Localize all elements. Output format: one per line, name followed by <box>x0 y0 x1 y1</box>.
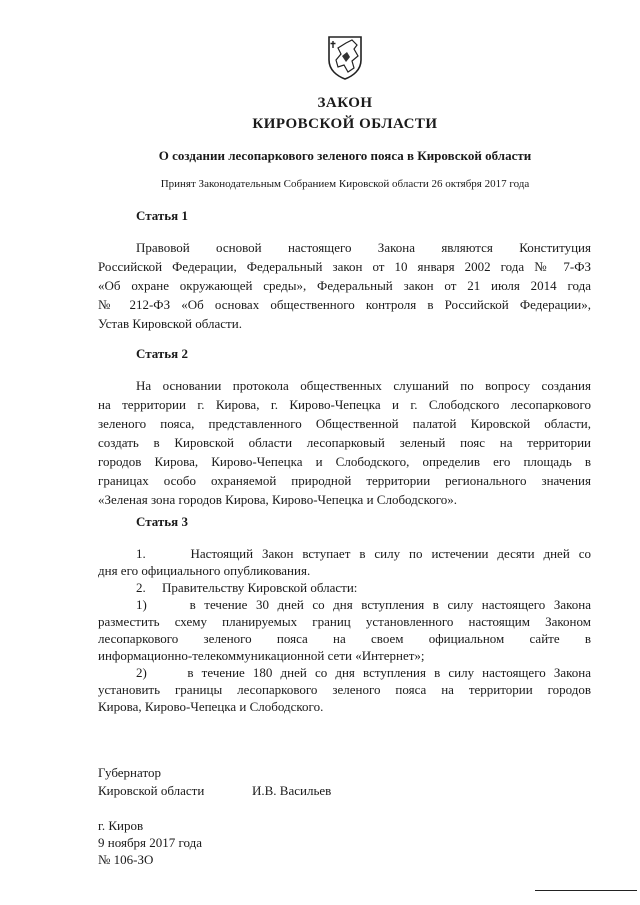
signing-city: г. Киров <box>98 818 144 833</box>
law-title-line2: КИРОВСКОЙ ОБЛАСТИ <box>252 116 438 132</box>
article-1-line: Устав Кировской области. <box>98 316 242 331</box>
article-3-line: 2) в течение 180 дней со дня вступления в силу настоящего Закона <box>136 665 591 680</box>
article-2-line: зеленого пояса, представленного Общественной палатой Кировской области, <box>98 416 591 431</box>
article-1-line: Российской Федерации, Федеральный закон от 10 января 2002 года № 7-ФЗ <box>98 259 591 274</box>
article-2-title: Статья 2 <box>136 346 188 361</box>
article-1-title: Статья 1 <box>136 208 188 223</box>
article-3-line: Кирова, Кирово-Чепецка и Слободского. <box>98 699 324 714</box>
article-3-line: лесопаркового зеленого пояса на своем официальном сайте в <box>98 631 591 646</box>
article-2-line: «Зеленая зона городов Кирова, Кирово-Чепецка и Слободского». <box>98 492 457 507</box>
article-3-line: 1. Настоящий Закон вступает в силу по истечении десяти дней со <box>136 546 591 561</box>
article-2-line: на территории г. Кирова, г. Кирово-Чепецка и г. Слободского лесопаркового <box>98 397 591 412</box>
adoption-note: Принят Законодательным Собранием Кировской области 26 октября 2017 года <box>160 178 530 190</box>
law-title-line1: ЗАКОН <box>317 95 373 111</box>
article-1-line: № 212-ФЗ «Об основах общественного контроля в Российской Федерации», <box>98 297 591 312</box>
article-1-line: Правовой основой настоящего Закона являются Конституция <box>136 240 591 255</box>
article-2-line: На основании протокола общественных слушаний по вопросу создания <box>136 378 591 393</box>
article-3-line: разместить схему планируемых границ установленного настоящим Законом <box>98 614 591 629</box>
signatory-region: Кировской области <box>98 783 205 798</box>
law-number: № 106-ЗО <box>98 852 154 867</box>
article-2-line: создать в Кировской области лесопарковый зеленый пояс на территории <box>98 435 591 450</box>
article-3-line: установить границы лесопаркового зеленого пояса на территории городов <box>98 682 591 697</box>
signing-date: 9 ноября 2017 года <box>98 835 203 850</box>
article-1-line: «Об охране окружающей среды», Федеральный закон от 21 июля 2014 года <box>98 278 591 293</box>
article-3-line: дня его официального опубликования. <box>98 563 311 578</box>
article-2-line: границах особо охраняемой природной территории регионального значения <box>98 473 591 488</box>
article-3-line: информационно-телекоммуникационной сети «Интернет»; <box>98 648 425 663</box>
coat-of-arms-icon <box>326 34 364 80</box>
article-3-title: Статья 3 <box>136 514 188 529</box>
signatory-position: Губернатор <box>98 765 161 780</box>
footer-divider <box>535 890 637 891</box>
article-2-line: городов Кирова, Кирово-Чепецка и Слободского, определив его площадь в <box>98 454 591 469</box>
article-3-line: 2. Правительству Кировской области: <box>136 580 358 595</box>
article-3-line: 1) в течение 30 дней со дня вступления в силу настоящего Закона <box>136 597 591 612</box>
signatory-name: И.В. Васильев <box>252 783 332 798</box>
law-subtitle: О создании лесопаркового зеленого пояса в Кировской области <box>158 148 532 163</box>
